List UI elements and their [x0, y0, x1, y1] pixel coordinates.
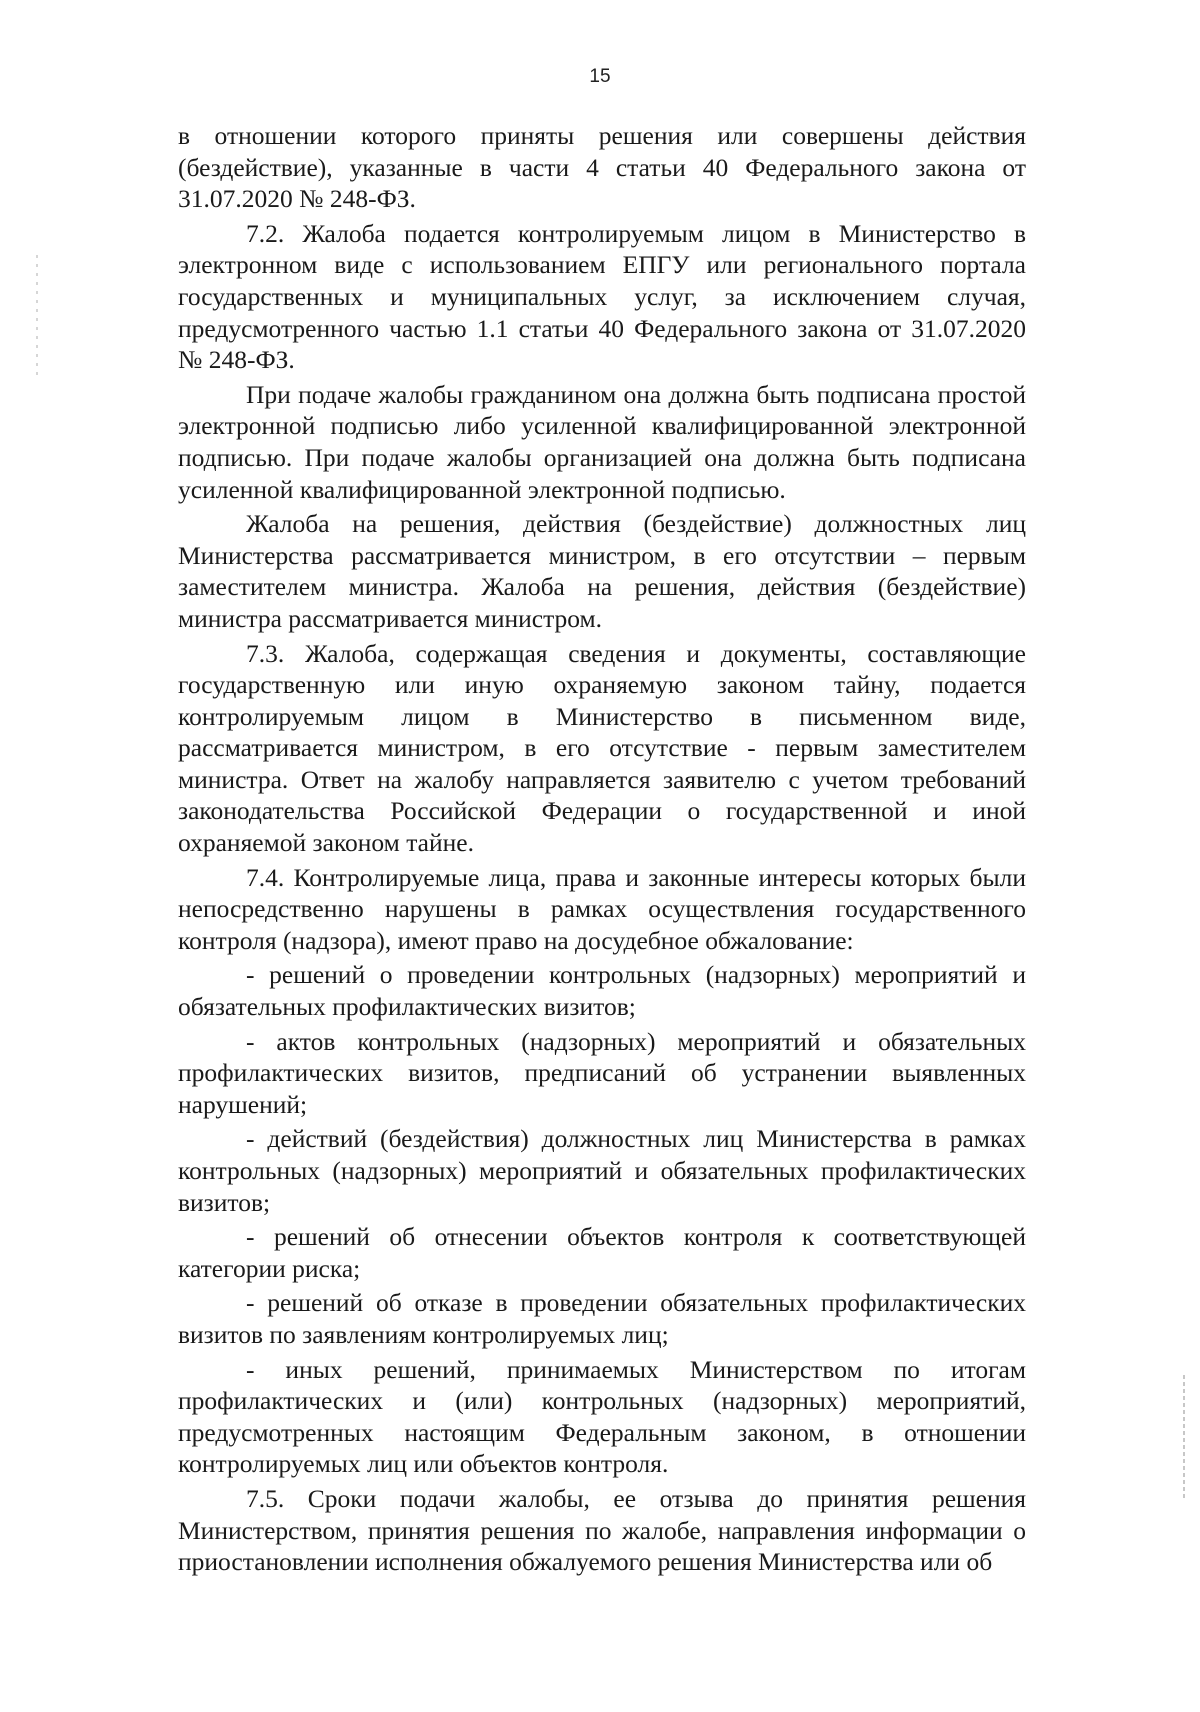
list-item: - решений об отказе в проведении обязательных профилактических визитов по заявлениям контролируемых лиц;: [178, 1288, 1026, 1349]
list-item: - действий (бездействия) должностных лиц Министерства в рамках контрольных (надзорных) мероприятий и обязательных профилактических визитов;: [178, 1124, 1026, 1217]
paragraph-review: Жалоба на решения, действия (бездействие) должностных лиц Министерства рассматривается министром, в его отсутствии – первым заместителем министра. Жалоба на решения, действия (бездействие) министра рассматривается министром.: [178, 509, 1026, 633]
paragraph-continuation: в отношении которого приняты решения или совершены действия (бездействие), указанные в части 4 статьи 40 Федерального закона от 31.07.2020 № 248-ФЗ.: [178, 121, 1026, 214]
paragraph-7-3: 7.3. Жалоба, содержащая сведения и документы, составляющие государственную или иную охраняемую законом тайну, подается контролируемым лицом в Министерство в письменном виде, рассматривается министром, в его отсутствие - первым заместителем министра. Ответ на жалобу направляется заявителю с учетом требований законодательства Российской Федерации о государственной и иной охраняемой законом тайне.: [178, 638, 1026, 858]
scan-artifact-left: [36, 255, 38, 375]
document-body: [178, 120, 1026, 1581]
list-item: - актов контрольных (надзорных) мероприятий и обязательных профилактических визитов, предписаний об устранении выявленных нарушений;: [178, 1026, 1026, 1119]
scan-artifact-right: [1183, 1375, 1185, 1500]
paragraph-7-2: 7.2. Жалоба подается контролируемым лицом в Министерство в электронном виде с использованием ЕПГУ или регионального портала государственных и муниципальных услуг, за исключением случая, предусмотренного частью 1.1 статьи 40 Федерального закона от 31.07.2020 № 248-ФЗ.: [178, 218, 1026, 375]
page-number: 15: [589, 66, 611, 87]
list-item: - решений об отнесении объектов контроля к соответствующей категории риска;: [178, 1222, 1026, 1283]
list-item: - иных решений, принимаемых Министерством по итогам профилактических и (или) контрольных (надзорных) мероприятий, предусмотренных настоящим Федеральным законом, в отношении контролируемых лиц или объектов контроля.: [178, 1354, 1026, 1479]
paragraph-7-5: 7.5. Сроки подачи жалобы, ее отзыва до принятия решения Министерством, принятия решения по жалобе, направления информации о приостановлении исполнения обжалуемого решения Министерства или об: [178, 1483, 1026, 1577]
paragraph-signature: При подаче жалобы гражданином она должна быть подписана простой электронной подписью либо усиленной квалифицированной электронной подписью. При подаче жалобы организацией она должна быть подписана усиленной квалифицированной электронной подписью.: [178, 379, 1026, 504]
paragraph-7-4: 7.4. Контролируемые лица, права и законные интересы которых были непосредственно нарушены в рамках осуществления государственного контроля (надзора), имеют право на досудебное обжалование:: [178, 862, 1026, 955]
list-item: - решений о проведении контрольных (надзорных) мероприятий и обязательных профилактических визитов;: [178, 960, 1026, 1022]
